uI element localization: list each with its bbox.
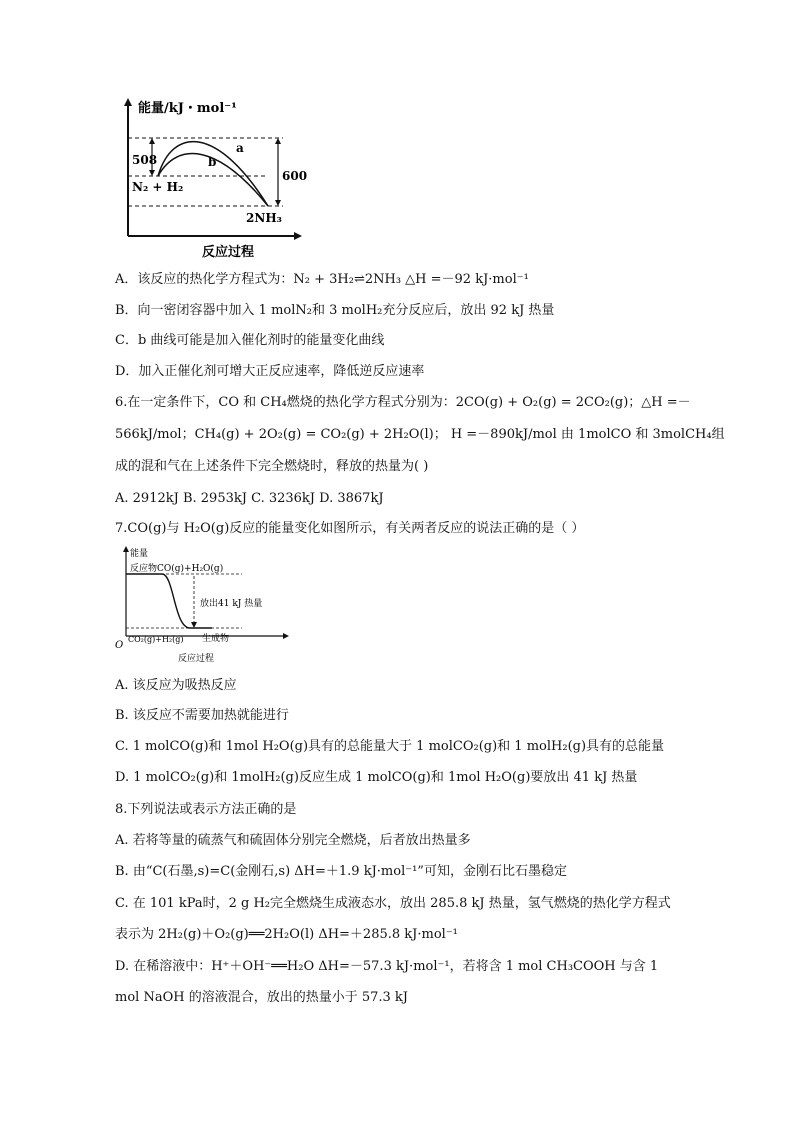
q5-option-a: A．该反应的热化学方程式为：N₂ + 3H₂⇌2NH₃ △H =－92 kJ·mol⁻¹ [115, 272, 529, 287]
value-600: 600 [282, 169, 308, 183]
arrow-508-head-top [149, 138, 155, 144]
x-axis-label: 反应过程 [178, 654, 215, 664]
q7-option-d: D. 1 molCO₂(g)和 1molH₂(g)反应生成 1 molCO(g)和 1mol H₂O(g)要放出 41 kJ 热量 [115, 770, 638, 785]
x-axis-label: 反应过程 [202, 245, 255, 260]
products-formula: CO₂(g)+H₂(g) [128, 635, 184, 644]
curve-b-label: b [208, 155, 217, 169]
arrow-508-head-bottom [149, 170, 155, 176]
curve-a-label: a [236, 141, 244, 155]
q8-option-b: B. 由“C(石墨,s)=C(金刚石,s) ΔH=＋1.9 kJ·mol⁻¹”可知，金刚石比石墨稳定 [115, 864, 567, 879]
q7-stem: 7.CO(g)与 H₂O(g)反应的能量变化如图所示，有关两者反应的说法正确的是（ ） [115, 521, 585, 536]
q7-option-b: B. 该反应不需要加热就能进行 [115, 708, 289, 723]
q6-stem-line-2: 566kJ/mol；CH₄(g) + 2O₂(g) = CO₂(g) + 2H₂O(l)； H =－890kJ/mol 由 1molCO 和 3molCH₄组 [115, 427, 725, 442]
q8-option-c-line-1: C. 在 101 kPa时，2 g H₂完全燃烧生成液态水，放出 285.8 kJ 热量，氢气燃烧的热化学方程式 [115, 896, 671, 911]
q5-option-b: B．向一密闭容器中加入 1 molN₂和 3 molH₂充分反应后，放出 92 kJ 热量 [115, 303, 555, 318]
value-508: 508 [132, 153, 158, 167]
heat-label: 放出41 kJ 热量 [200, 599, 263, 609]
energy-diagram-nh3 [118, 96, 308, 266]
q8-option-a: A. 若将等量的硫蒸气和硫固体分别完全燃烧，后者放出热量多 [115, 833, 471, 848]
arrow-600-head-top [275, 138, 281, 144]
reactants-label: 反应物CO(g)+H₂O(g) [130, 564, 224, 574]
q6-stem-line-3: 成的混和气在上述条件下完全燃烧时，释放的热量为( ) [115, 459, 429, 474]
q8-stem: 8.下列说法或表示方法正确的是 [115, 802, 297, 817]
x-axis-arrow [294, 232, 302, 240]
products-label: 生成物 [202, 634, 230, 644]
origin-label: O [115, 640, 124, 651]
y-axis-arrow [124, 98, 132, 106]
q5-option-d: D．加入正催化剂可增大正反应速率，降低逆反应速率 [115, 364, 425, 379]
q8-option-c-line-2: 表示为 2H₂(g)＋O₂(g)══2H₂O(l) ΔH=＋285.8 kJ·mol⁻¹ [115, 927, 458, 942]
arrow-600-head-bottom [275, 200, 281, 206]
y-axis-label: 能量/kJ・mol⁻¹ [138, 101, 237, 116]
y-axis-label: 能量 [130, 549, 149, 559]
reactants-label: N₂ + H₂ [132, 180, 184, 194]
energy-diagram-co [112, 544, 292, 668]
q8-option-d-line-2: mol NaOH 的溶液混合，放出的热量小于 57.3 kJ [115, 990, 408, 1005]
heat-arrow-head [191, 622, 197, 628]
y-axis-arrow [123, 546, 129, 552]
q7-option-a: A. 该反应为吸热反应 [115, 678, 237, 693]
q7-option-c: C. 1 molCO(g)和 1mol H₂O(g)具有的总能量大于 1 molCO₂(g)和 1 molH₂(g)具有的总能量 [115, 739, 665, 754]
x-axis-arrow [283, 633, 289, 639]
q5-option-c: C．b 曲线可能是加入催化剂时的能量变化曲线 [115, 333, 385, 348]
curve-a [158, 142, 268, 206]
q6-options: A. 2912kJ B. 2953kJ C. 3236kJ D. 3867kJ [115, 491, 384, 506]
q6-stem-line-1: 6.在一定条件下，CO 和 CH₄燃烧的热化学方程式分别为：2CO(g) + O₂(g) = 2CO₂(g)；△H =－ [115, 395, 691, 410]
products-label: 2NH₃ [246, 211, 282, 225]
q8-option-d-line-1: D. 在稀溶液中：H⁺＋OH⁻══H₂O ΔH=－57.3 kJ·mol⁻¹，若将含 1 mol CH₃COOH 与含 1 [115, 959, 659, 974]
